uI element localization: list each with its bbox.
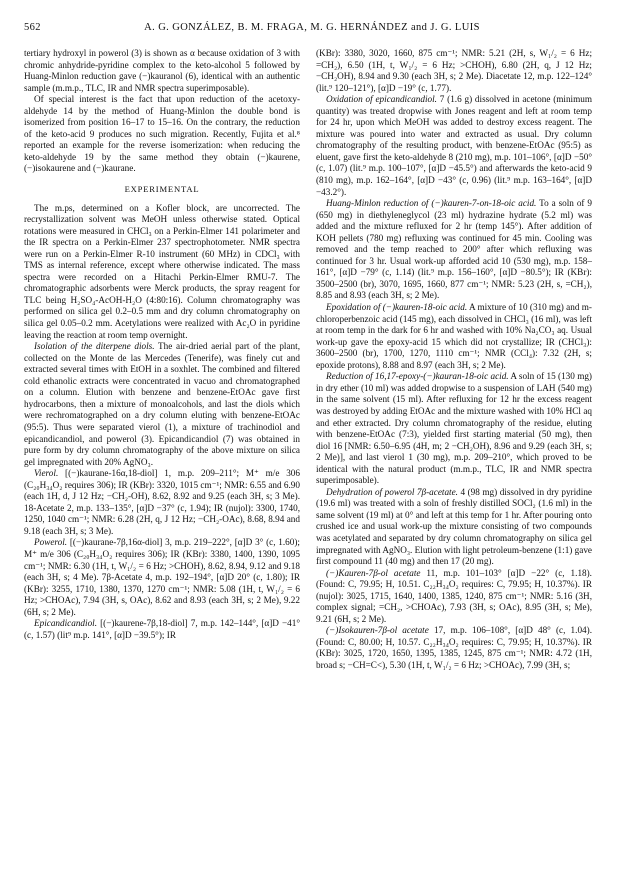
paragraph bbox=[316, 198, 592, 302]
paragraph-body: 7 (1.6 g) dissolved in acetone (minimum quantity) was treated dropwise with Jones reagent and left at room temp for 24 hr, upon which MeOH was added to destroy excess reagent. The mixture was poured into water and extracted as usual. Dry column chromatography of the resulting product, with benzene-EtOAc (95:5) as eluent, gave first the keto-aldehyde 8 (210 mg), m.p. 101–106°, [α]D −50° (c, 1.07) (lit.⁹ m.p. 100–107°, [α]D −45.5°) and afterwards the keto-acid 9 (810 mg), m.p. 162–164°, [α]D −43° (c, 0.96) (lit.⁹ m.p. 163–164°, [α]D −43.2°). bbox=[316, 94, 592, 197]
paragraph bbox=[316, 371, 592, 486]
paragraph bbox=[316, 487, 592, 568]
paragraph-body: The air-dried aerial part of the plant, collected on the Monte de las Mercedes (Tenerife), was finely cut and extracted several times with EtOH in a soxhlet. The combined and filtered cold ethanolic extracts were concentrated in vacuo and chromatographed on a column. Elution with benzene and benzene-EtOAc gave first hydrocarbons, then a mixture of monoalcohols, and last the diols which were rechromatographed on a dry column eluting with benzene-EtOAc (95:5). Thus were separated vierol (1), a mixture of trachinodiol and epicandicandiol, and powerol (3). Epicandicandiol (7) was obtained in pure form by dry column chromatography of the above mixture on silica gel impregnated with 20% AgNO₃. bbox=[24, 341, 300, 467]
running-header bbox=[24, 22, 600, 38]
paragraph-title: Epicandicandiol. bbox=[34, 618, 98, 629]
paragraph-title: Isolation of the diterpene diols. bbox=[34, 341, 155, 352]
paragraph-title: Vierol. bbox=[34, 468, 59, 479]
paragraph bbox=[316, 568, 592, 626]
paragraph bbox=[24, 537, 300, 618]
paragraph bbox=[316, 302, 592, 371]
paragraph: The m.ps, determined on a Kofler block, are uncorrected. The recrystallization solvent was MeOH unless otherwise stated. Optical rotations were measured in CHCl₃ on a Perkin-Elmer 141 polarimeter and the IR spectra on a Perkin-Elmer 237 spectrophotometer. NMR spectra were run on a Perkin-Elmer R-10 instrument (60 MHz) in CDCl₃ with TMS as internal reference, except where otherwise indicated. The mass spectra were recorded on a Hitachi Perkin-Elmer RMU-7. The chromatographic adsorbents were Merck products, the spray reagent for TLC being H₂SO₄-AcOH-H₂O (4:80:16). Column chromatography was performed on silica gel 0.2–0.5 mm and dry column chromatography on silica gel 0.05–0.2 mm. Acetylations were realized with Ac₂O in pyridine leaving the reaction at room temp overnight. bbox=[24, 202, 300, 340]
paragraph-body: To a soln of 9 (650 mg) in diethyleneglycol (23 ml) hydrazine hydrate (5.2 ml) was added and the mixture refluxed for 2 hr (temp 145°). After addition of KOH pellets (780 mg) refluxing was continued for 45 min. Cooling was removed and the temp reached to 200° after which refluxing was continued for 3 hr. Usual work-up afforded acid 10 (530 mg), m.p. 158–161°, [α]D −79° (c, 1.14) (lit.⁹ m.p. 156–160°, [α]D −80.5°); IR (KBr): 3500–2500 (br), 3070, 1695, 1660, 877 cm⁻¹; NMR: 5.23 (2H, s, =CH₂), 8.85 and 8.93 (each 3H, s; 2 Me). bbox=[316, 198, 592, 301]
running-header-authors: A. G. GONZÁLEZ, B. M. FRAGA, M. G. HERNÁNDEZ and J. G. LUIS bbox=[144, 22, 480, 33]
paragraph bbox=[24, 618, 300, 641]
paragraph-title: Powerol. bbox=[34, 537, 68, 548]
paragraph-title: Epoxidation of (−)kauren-18-oic acid. bbox=[326, 302, 468, 313]
paragraph-body: A soln of 15 (130 mg) in dry ether (10 ml) was added dropwise to a suspension of LAH (540 mg) in the same solvent (15 ml). After refluxing for 12 hr the excess reagent was destroyed by adding EtOAc and the mixture washed with 10% HCl aq and ether extracted. Dry column chromatography of the residue, eluting with benzene-EtOAc (7:3), yielded first starting material (50 mg), then diol 16 [NMR: 6.50–6.95 (4H, m; 2 −CH₂OH), 8.96 and 9.29 (each 3H, s; 2 Me)], and last vierol 1 (30 mg), m.p. 209–210°, which proved to be identical with the natural product (m.m.p., TLC, IR and NMR spectra superimposable). bbox=[316, 371, 592, 486]
paragraph bbox=[24, 468, 300, 537]
paragraph-body: 17, m.p. 106–108°, [α]D 48° (c, 1.04). (Found: C, 80.00; H, 10.57. C₂₂H₃₄O₂ requires: C, 79.95; H, 10.37%). IR (KBr): 3025, 1720, 1650, 1395, 1385, 1245, 875 cm⁻¹; NMR: 4.72 (1H, broad s; −CH=C<), 5.30 (1H, t, W₁/₂ = 6 Hz; >CHOAc), 7.99 (3H, s; bbox=[316, 625, 592, 670]
left-column bbox=[24, 48, 300, 878]
paragraph-body: [(−)kaurene-7β,18-diol] 7, m.p. 142–144°, [α]D −41° (c, 1.57) (lit⁹ m.p. 141°, [α]D −39.5°); IR bbox=[24, 618, 300, 640]
paragraph-title: (−)Isokauren-7β-ol acetate bbox=[326, 625, 429, 636]
paragraph bbox=[316, 625, 592, 671]
paragraph bbox=[24, 341, 300, 468]
section-heading-experimental: EXPERIMENTAL bbox=[124, 184, 200, 195]
paragraph-title: Oxidation of epicandicandiol. bbox=[326, 94, 437, 105]
page-number: 562 bbox=[24, 22, 41, 33]
paragraph: (KBr): 3380, 3020, 1660, 875 cm⁻¹; NMR: 5.21 (2H, s, W₁/₂ = 6 Hz; =CH₂), 6.50 (1H, t, W₁/₂ = 6 Hz; >CHOH), 6.80 (2H, q, J 12 Hz; −CH₂OH), 8.94 and 9.30 (each 3H, s; 2 Me). Diacetate 12, m.p. 122–124° (lit.⁹ 120–121°), [α]D −19° (c, 1.77). bbox=[316, 48, 592, 93]
paragraph-body: 11, m.p. 101–103° [α]D −22° (c, 1.18). (Found: C, 79.95; H, 10.51. C₂₂H₃₄O₂ requires: C, 79.95; H, 10.37%). IR (nujol): 3025, 1715, 1640, 1400, 1385, 1240, 875 cm⁻¹; NMR: 5.16 (3H, complex signal; =CH₂, >CHOAc), 7.93 (3H, s; OAc), 8.95 (3H, s; Me), 9.21 (6H, s; 2 Me). bbox=[316, 567, 592, 624]
paragraph-title: Reduction of 16,17-epoxy-(−)kauran-18-oic acid. bbox=[326, 371, 509, 382]
paragraph-title: Dehydration of powerol 7β-acetate. bbox=[326, 486, 458, 497]
right-column bbox=[316, 48, 592, 878]
paragraph-body: [(−)kaurane-16α,18-diol] 1, m.p. 209–211°; M⁺ m/e 306 (C₂₀H₃₄O₂ requires 306); IR (KBr): 3320, 1015 cm⁻¹; NMR: 6.55 and 6.90 (each 1H, d, J 12 Hz; −CH₂-OH), 8.62, 8.92 and 9.25 (each 3H, s; 3 Me). 18-Acetate 2, m.p. 133–135°, [α]D −37° (c, 1.94); IR (nujol): 3300, 1740, 1250, 1040 cm⁻¹; NMR: 6.28 (2H, q, J 12 Hz; −CH₂-OAc), 8.68, 8.94 and 9.18 (each 3H, s; 3 Me). bbox=[24, 468, 300, 536]
paragraph-title: Huang-Minlon reduction of (−)kauren-7-on-18-oic acid. bbox=[326, 198, 537, 209]
paragraph: tertiary hydroxyl in powerol (3) is shown as α because oxidation of 3 with chromic anhydride-pyridine complex to the keto-alcohol 5 followed by Huang-Minlon reduction gave (−)kauranol (6), identical with an authentic sample (m.m.p., TLC, IR and NMR spectra superimposable). bbox=[24, 48, 300, 93]
paragraph: Of special interest is the fact that upon reduction of the acetoxy-aldehyde 14 by the method of Huang-Minlon the double bond is isomerized from position 16–17 to 15–16. On the contrary, the reduction of the keto-acid 9 produces no such migration. Recently, Fujita et al.⁸ reported an example for the reverse isomerization: when reducing the keto-aldehyde 19 by the same method they obtain (−)kaurene, (−)isokaurene and (−)kaurane. bbox=[24, 94, 300, 174]
paragraph-body: 4 (98 mg) dissolved in dry pyridine (19.6 ml) was treated with a soln of freshly distilled SOCl₂ (1.6 ml) in the same solvent (19 ml) at 0° and left at this temp for 1 hr. After pouring onto crushed ice and usual work-up the mixture consisting of two compounds was acetylated and separated by dry column chromatography on silica gel impregnated with AgNO₃. Elution with light petroleum-benzene (1:1) gave first compound 11 (40 mg) and then 17 (20 mg). bbox=[316, 486, 592, 567]
paragraph-title: (−)Kauren-7β-ol acetate bbox=[326, 567, 421, 578]
paragraph-body: A mixture of 10 (310 mg) and m-chloroperbenzoic acid (145 mg), each dissolved in CHCl₃ (16 ml), was left at room temp in the dark for 6 hr and washed with 10% Na₂CO₃ aq. Usual work-up gave the epoxy-acid 15 which did not crystallize; IR (CHCl₃): 3600–2500 (br), 1700, 1270, 1110 cm⁻¹; NMR (CCl₄): 7.32 (2H, s; epoxide protons), 8.88 and 8.97 (each 3H, s; 2 Me). bbox=[316, 302, 592, 370]
paragraph-body: [(−)kaurane-7β,16α-diol] 3, m.p. 219–222°, [α]D 3° (c, 1.60); M⁺ m/e 306 (C₂₀H₃₄O₂ requires 306); IR (KBr): 3380, 1400, 1390, 1095 cm⁻¹; NMR: 6.30 (1H, t, W₁/₂ = 6 Hz; >CHOH), 8.62, 8.94, 9.12 and 9.18 (each 3H, s; 4 Me). 7β-Acetate 4, m.p. 192–194°, [α]D 20° (c, 1.80); IR (KBr): 3255, 1710, 1380, 1370, 1270 cm⁻¹; NMR: 5.08 (1H, t, W₁/₂ = 6 Hz; >CHOAc), 7.94 (3H, s, OAc), 8.62 and 8.93 (each 3H, s; 2 Me), 9.22 (6H, s; 2 Me). bbox=[24, 537, 300, 617]
paragraph bbox=[316, 94, 592, 198]
